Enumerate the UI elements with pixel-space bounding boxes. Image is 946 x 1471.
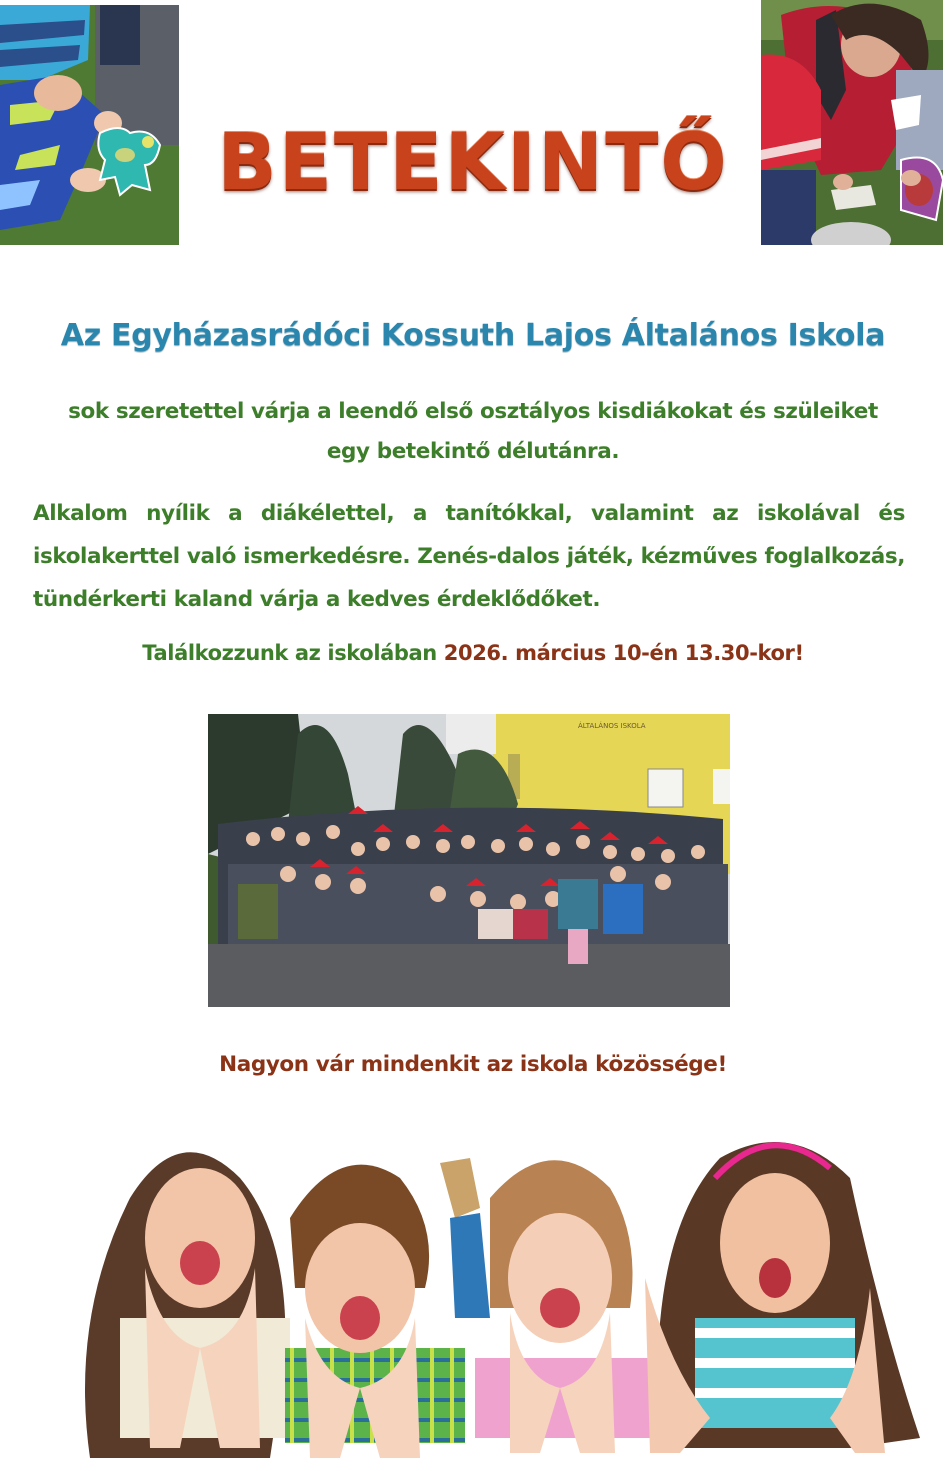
invitation-line-2: egy betekintő délutánra. xyxy=(326,439,620,464)
invitation-line-1: sok szeretettel várja a leendő első osztályos kisdiákokat és szüleiket xyxy=(68,399,878,424)
invitation-text xyxy=(30,392,916,472)
image-school-group-icon xyxy=(208,714,730,1007)
closing-message: Nagyon vár mindenkit az iskola közössége! xyxy=(219,1052,727,1077)
school-name-heading: Az Egyházasrádóci Kossuth Lajos Általános Iskola xyxy=(60,318,886,353)
group-photo xyxy=(208,714,730,1007)
page-title: BETEKINTŐ xyxy=(217,118,729,208)
image-excited-children-icon xyxy=(70,1118,920,1466)
event-description: Alkalom nyílik a diákélettel, a tanítókkal, valamint az iskolával és iskolakerttel való ismerkedésre. Zenés-dalos játék, kézműves foglalkozás, tündérkerti kaland várja a kedves érdeklődőket. xyxy=(33,501,905,612)
meeting-prefix: Találkozzunk az iskolában xyxy=(142,641,444,665)
meeting-line xyxy=(0,641,946,665)
meeting-datetime: 2026. március 10-én 13.30-kor! xyxy=(443,641,804,665)
kids-photo xyxy=(70,1118,920,1466)
svg-text:ÁLTALÁNOS ISKOLA: ÁLTALÁNOS ISKOLA xyxy=(578,722,646,730)
